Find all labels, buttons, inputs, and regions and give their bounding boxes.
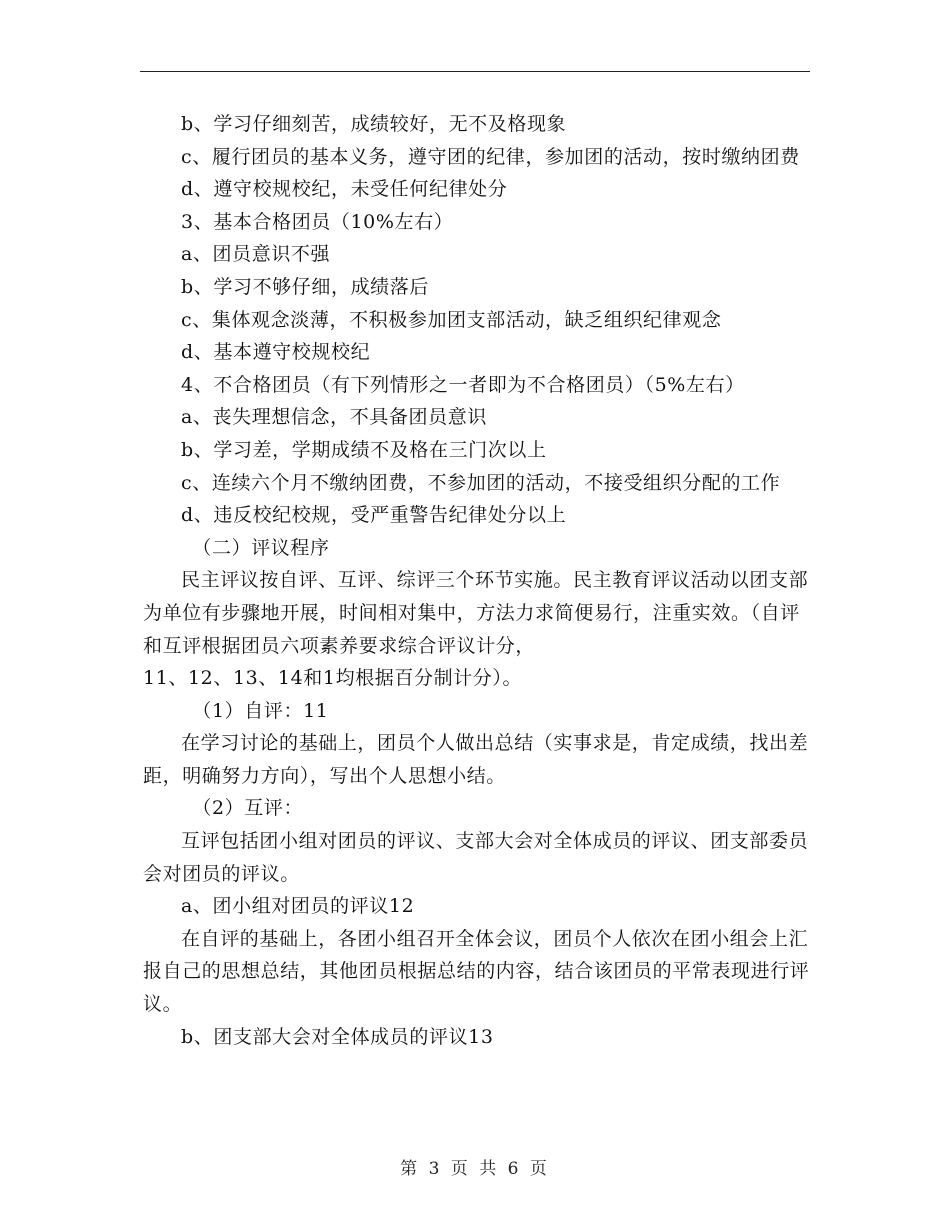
paragraph: 互评包括团小组对团员的评议、支部大会对全体成员的评议、团支部委员会对团员的评议。 (143, 830, 809, 885)
paragraph: 民主评议按自评、互评、综评三个环节实施。民主教育评议活动以团支部为单位有步骤地开展，时间相对集中，方法力求简便易行，注重实效。（自评和互评根据团员六项素养要求综合评议计分， (143, 569, 809, 657)
paragraph: b、学习仔细刻苦，成绩较好，无不及格现象 (181, 113, 567, 135)
paragraph: b、团支部大会对全体成员的评议13 (181, 1025, 494, 1048)
paragraph: a、丧失理想信念，不具备团员意识 (181, 406, 487, 429)
subsection-heading: （1）自评：11 (192, 699, 329, 722)
paragraph: d、违反校纪校规，受严重警告纪律处分以上 (181, 504, 567, 527)
paragraph: a、团员意识不强 (181, 243, 331, 266)
paragraph: c、连续六个月不缴纳团费，不参加团的活动，不接受组织分配的工作 (181, 471, 781, 494)
paragraph: b、学习不够仔细，成绩落后 (181, 275, 429, 298)
section-heading: （二）评议程序 (192, 536, 330, 559)
paragraph: 4、不合格团员（有下列情形之一者即为不合格团员）（5%左右） (181, 373, 745, 396)
paragraph: 3、基本合格团员（10%左右） (181, 210, 454, 233)
page-footer: 第 3 页 共 6 页 (400, 1159, 550, 1179)
document-body (143, 108, 815, 1053)
paragraph: 11、12、13、14和1均根据百分制计分）。 (143, 667, 523, 690)
paragraph: a、团小组对团员的评议12 (181, 895, 415, 918)
subsection-heading: （2）互评： (192, 797, 304, 820)
paragraph: d、基本遵守校规校纪 (181, 341, 371, 364)
paragraph: c、集体观念淡薄，不积极参加团支部活动，缺乏组织纪律观念 (181, 308, 722, 331)
paragraph: b、学习差，学期成绩不及格在三门次以上 (181, 438, 547, 461)
header-rule (140, 71, 810, 72)
paragraph: c、履行团员的基本义务，遵守团的纪律，参加团的活动，按时缴纳团费 (181, 145, 800, 168)
paragraph: 在自评的基础上，各团小组召开全体会议，团员个人依次在团小组会上汇报自己的思想总结，其他团员根据总结的内容，结合该团员的平常表现进行评议。 (143, 927, 810, 1016)
paragraph: d、遵守校规校纪，未受任何纪律处分 (181, 178, 508, 201)
paragraph: 在学习讨论的基础上，团员个人做出总结（实事求是，肯定成绩，找出差距，明确努力方向），写出个人思想小结。 (143, 732, 809, 787)
